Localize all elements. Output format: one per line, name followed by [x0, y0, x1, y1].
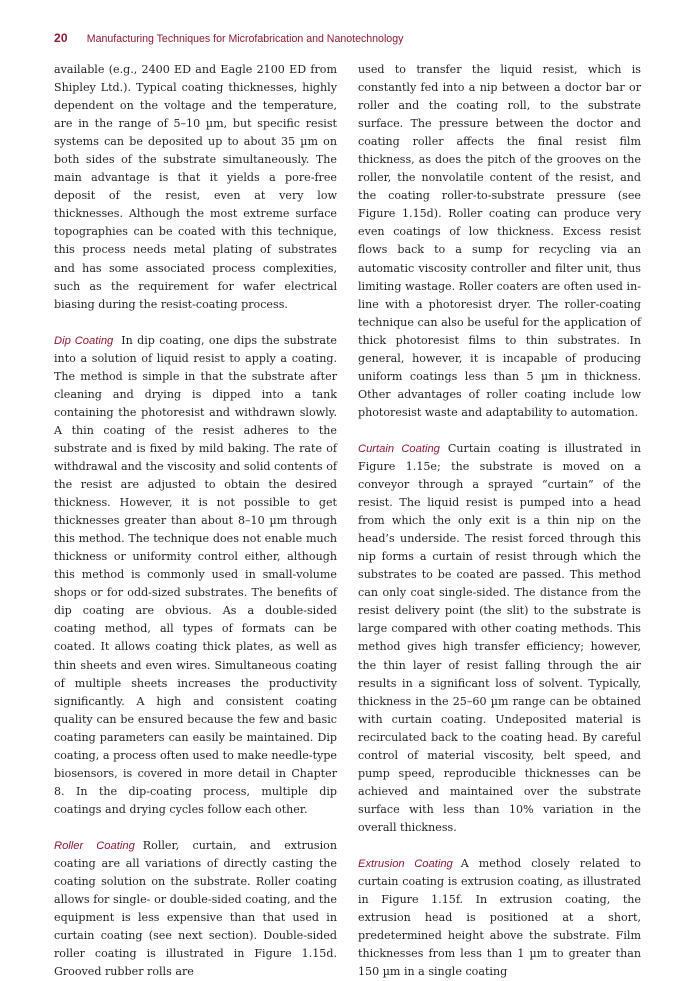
paragraph-extrusion-coating [358, 855, 641, 981]
right-column [358, 61, 641, 981]
paragraph-text: used to transfer the liquid resist, which is constantly fed into a nip between a doctor bar or roller and the coating roll, to the substrate surface. The pressure between the doctor and coating roller affects the final resist film thickness, as does the pitch of the grooves on the roller, the nonvolatile content of the resist, and the coating roller-to-substrate pressure (see Figure 1.15d). Roller coating can produce very even coatings of low thickness. Excess resist flows back to a sump for recycling via an automatic viscosity controller and filter unit, thus limiting wastage. Roller coaters are often used in-line with a photoresist dryer. The roller-coating technique can also be useful for the application of thick photoresist films to thin substrates. In general, however, it is incapable of producing uniform coatings less than 5 µm in thickness. Other advantages of roller coating include low photoresist waste and adaptability to automation. [358, 63, 641, 419]
section-heading-roller-coating: Roller Coating [54, 839, 135, 852]
paragraph-electrodeposition-continued [54, 61, 337, 314]
paragraph-roller-coating [54, 837, 337, 981]
section-heading-extrusion-coating: Extrusion Coating [358, 857, 453, 870]
section-heading-dip-coating: Dip Coating [54, 334, 114, 347]
paragraph-text: Roller, curtain, and extrusion coating are all variations of directly casting the coating solution on the substrate. Roller coating allows for single- or double-sided coating, and the equipment is less expensive than that used in curtain coating (see next section). Double-sided roller coating is illustrated in Figure 1.15d. Grooved rubber rolls are [54, 838, 337, 979]
running-title: Manufacturing Techniques for Microfabrication and Nanotechnology [86, 33, 404, 45]
section-heading-curtain-coating: Curtain Coating [358, 442, 440, 455]
paragraph-text: A method closely related to curtain coating is extrusion coating, as illustrated in Figure 1.15f. In extrusion coating, the extrusion head is positioned at a short, predetermined height above the substrate. Film thicknesses from less than 1 µm to greater than 150 µm in a single coating [358, 856, 641, 979]
page-number: 20 [54, 31, 68, 45]
paragraph-text: In dip coating, one dips the substrate into a solution of liquid resist to apply a coating. The method is simple in that the substrate after cleaning and drying is dipped into a tank containing the photoresist and withdrawn slowly. A thin coating of the resist adheres to the substrate and is fixed by mild baking. The rate of withdrawal and the viscosity and solid contents of the resist are adjusted to obtain the desired thickness. However, it is not possible to get thicknesses greater than about 8–10 µm through this method. The technique does not enable much thickness or uniformity control either, although this method is commonly used in small-volume shops or for odd-sized substrates. The benefits of dip coating are obvious. As a double-sided coating method, all types of formats can be coated. It allows coating thick plates, as well as thin sheets and even wires. Simultaneous coating of multiple sheets increases the productivity significantly. A high and consistent coating quality can be ensured because the few and basic coating parameters can easily be maintained. Dip coating, a process often used to make needle-type biosensors, is covered in more detail in Chapter 8. In the dip-coating process, multiple dip coatings and drying cycles follow each other. [54, 333, 337, 816]
left-column [54, 61, 337, 981]
running-header [54, 31, 403, 45]
paragraph-roller-coating-continued [358, 61, 641, 422]
paragraph-dip-coating [54, 332, 337, 819]
paragraph-text: available (e.g., 2400 ED and Eagle 2100 ED from Shipley Ltd.). Typical coating thicknesses, highly dependent on the voltage and the temperature, are in the range of 5–10 µm, but specific resist systems can be deposited up to about 35 µm on both sides of the substrate simultaneously. The main advantage is that it yields a pore-free deposit of the resist, even at very low thicknesses. Although the most extreme surface topographies can be coated with this technique, this process needs metal plating of substrates and has some associated process complexities, such as the requirement for wafer electrical biasing during the resist-coating process. [54, 63, 337, 311]
paragraph-text: Curtain coating is illustrated in Figure 1.15e; the substrate is moved on a conveyor through a sprayed “curtain” of the resist. The liquid resist is pumped into a head from which the only exit is a thin nip on the head’s underside. The resist forced through this nip forms a curtain of resist through which the substrates to be coated are passed. This method can only coat single-sided. The distance from the resist delivery point (the slit) to the substrate is large compared with other coating methods. This method gives high transfer efficiency; however, the thin layer of resist falling through the air results in a significant loss of solvent. Typically, thickness in the 25–60 µm range can be obtained with curtain coating. Undeposited material is recirculated back to the coating head. By careful control of material viscosity, belt speed, and pump speed, reproducible thicknesses can be achieved and maintained over the substrate surface with less than 10% variation in the overall thickness. [358, 441, 641, 834]
paragraph-curtain-coating [358, 440, 641, 837]
